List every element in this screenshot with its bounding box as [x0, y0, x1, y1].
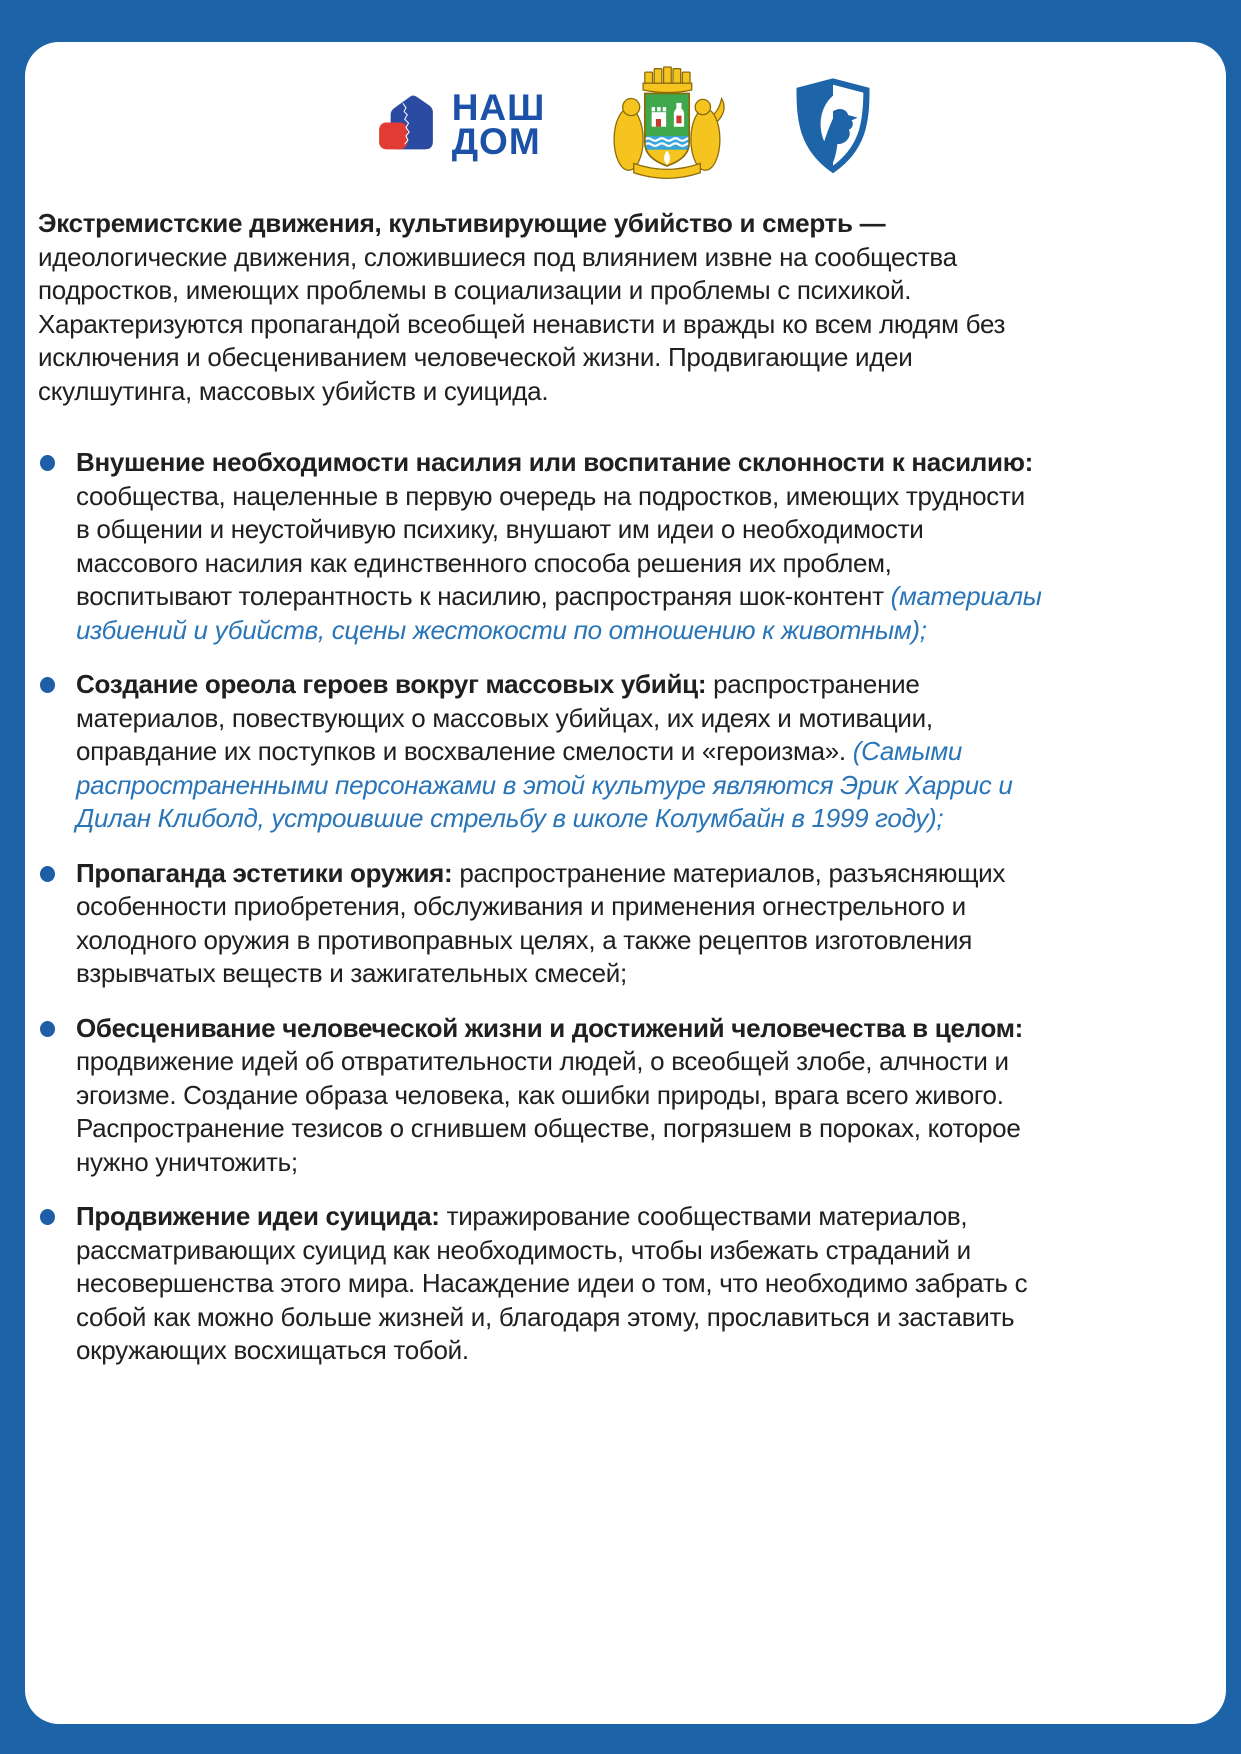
- bullet-dot-icon: [40, 866, 55, 882]
- nash-dom-wordmark: [451, 86, 546, 162]
- nash-dom-wordmark-line2: ДОМ: [451, 121, 541, 162]
- bullet-body-text: тиражирование сообществами материалов, рассматривающих суицид как необходимость, чтобы избежать страданий и несовершенства этого мира. Насаждение идеи о том, что необходимо забрать с собой как можно больше жизней и, благодаря этому, прославиться и заставить окружающих восхищаться тобой.: [76, 1201, 1028, 1365]
- bullet-item: [38, 446, 1056, 647]
- logo-row: [38, 58, 1213, 192]
- bullet-accent-note: (материалы избиений и убийств, сцены жестокости по отношению к животным);: [76, 581, 1042, 645]
- bullet-list: [38, 446, 1056, 1368]
- bullet-body-text: распространение материалов, повествующих о массовых убийцах, их идеях и мотивации, оправдание их поступков и восхваление смелости и «героизма».: [76, 669, 933, 766]
- bullet-term: Внушение необходимости насилия или воспитание склонности к насилию:: [76, 447, 1033, 477]
- bullet-paragraph: [76, 446, 1044, 647]
- bullet-dot-icon: [40, 1021, 55, 1037]
- nash-dom-logo: [374, 86, 546, 162]
- bullet-term: Создание ореола героев вокруг массовых убийц:: [76, 669, 707, 699]
- intro-paragraph: [38, 207, 1056, 408]
- bullet-dot-icon: [40, 455, 55, 471]
- shield-dove-icon: [789, 76, 877, 175]
- bullet-paragraph: [76, 857, 1044, 991]
- bullet-body-text: продвижение идей об отвратительности людей, о всеобщей злобе, алчности и эгоизме. Создание образа человека, как ошибки природы, врага всего живого. Распространение тезисов о сгнившем обществе, погрязшем в пороках, которое нужно уничтожить;: [76, 1046, 1021, 1177]
- bullet-term: Продвижение идеи суицида:: [76, 1201, 440, 1231]
- bullet-accent-note: (Самыми распространенными персонажами в этой культуре являются Эрик Харрис и Дилан Клиболд, устроившие стрельбу в школе Колумбайн в 1999 году);: [76, 736, 1013, 833]
- poster-body: [38, 207, 1056, 1368]
- bullet-paragraph: [76, 1012, 1044, 1180]
- bullet-item: [38, 1200, 1056, 1368]
- intro-body-text: идеологические движения, сложившиеся под влиянием извне на сообщества подростков, имеющих проблемы в социализации и проблемы с психикой. Характеризуются пропагандой всеобщей ненависти и вражды ко всем людям без исключения и обесцениванием человеческой жизни. Продвигающие идеи скулшутинга, массовых убийств и суицида.: [38, 241, 1006, 406]
- nash-dom-wordmark-line1: НАШ: [451, 86, 546, 128]
- bullet-item: [38, 857, 1056, 991]
- bullet-body-text: распространение материалов, разъясняющих особенности приобретения, обслуживания и применения огнестрельного и холодного оружия в противоправных целях, а также рецептов изготовления взрывчатых веществ и зажигательных смесей;: [76, 857, 1006, 988]
- bullet-dot-icon: [40, 1209, 55, 1225]
- bullet-paragraph: [76, 1200, 1044, 1368]
- bullet-paragraph: [76, 668, 1044, 836]
- bullet-dot-icon: [40, 677, 55, 693]
- bullet-term: Обесценивание человеческой жизни и достижений человечества в целом:: [76, 1012, 1024, 1043]
- bullet-term: Пропаганда эстетики оружия:: [76, 857, 453, 888]
- nash-dom-house-icon: [374, 93, 438, 157]
- yekaterinburg-coat-of-arms-icon: [603, 61, 731, 189]
- content-sheet: [25, 42, 1226, 1724]
- bullet-body-text: сообщества, нацеленные в первую очередь на подростков, имеющих трудности в общении и неустойчивую психику, внушают им идеи о необходимости массового насилия как единственного способа решения их проблем, воспитывают толерантность к насилию, распространяя шок-контент: [76, 480, 1025, 611]
- bullet-item: [38, 1012, 1056, 1180]
- bullet-item: [38, 668, 1056, 836]
- intro-term: Экстремистские движения, культивирующие убийство и смерть —: [38, 208, 886, 238]
